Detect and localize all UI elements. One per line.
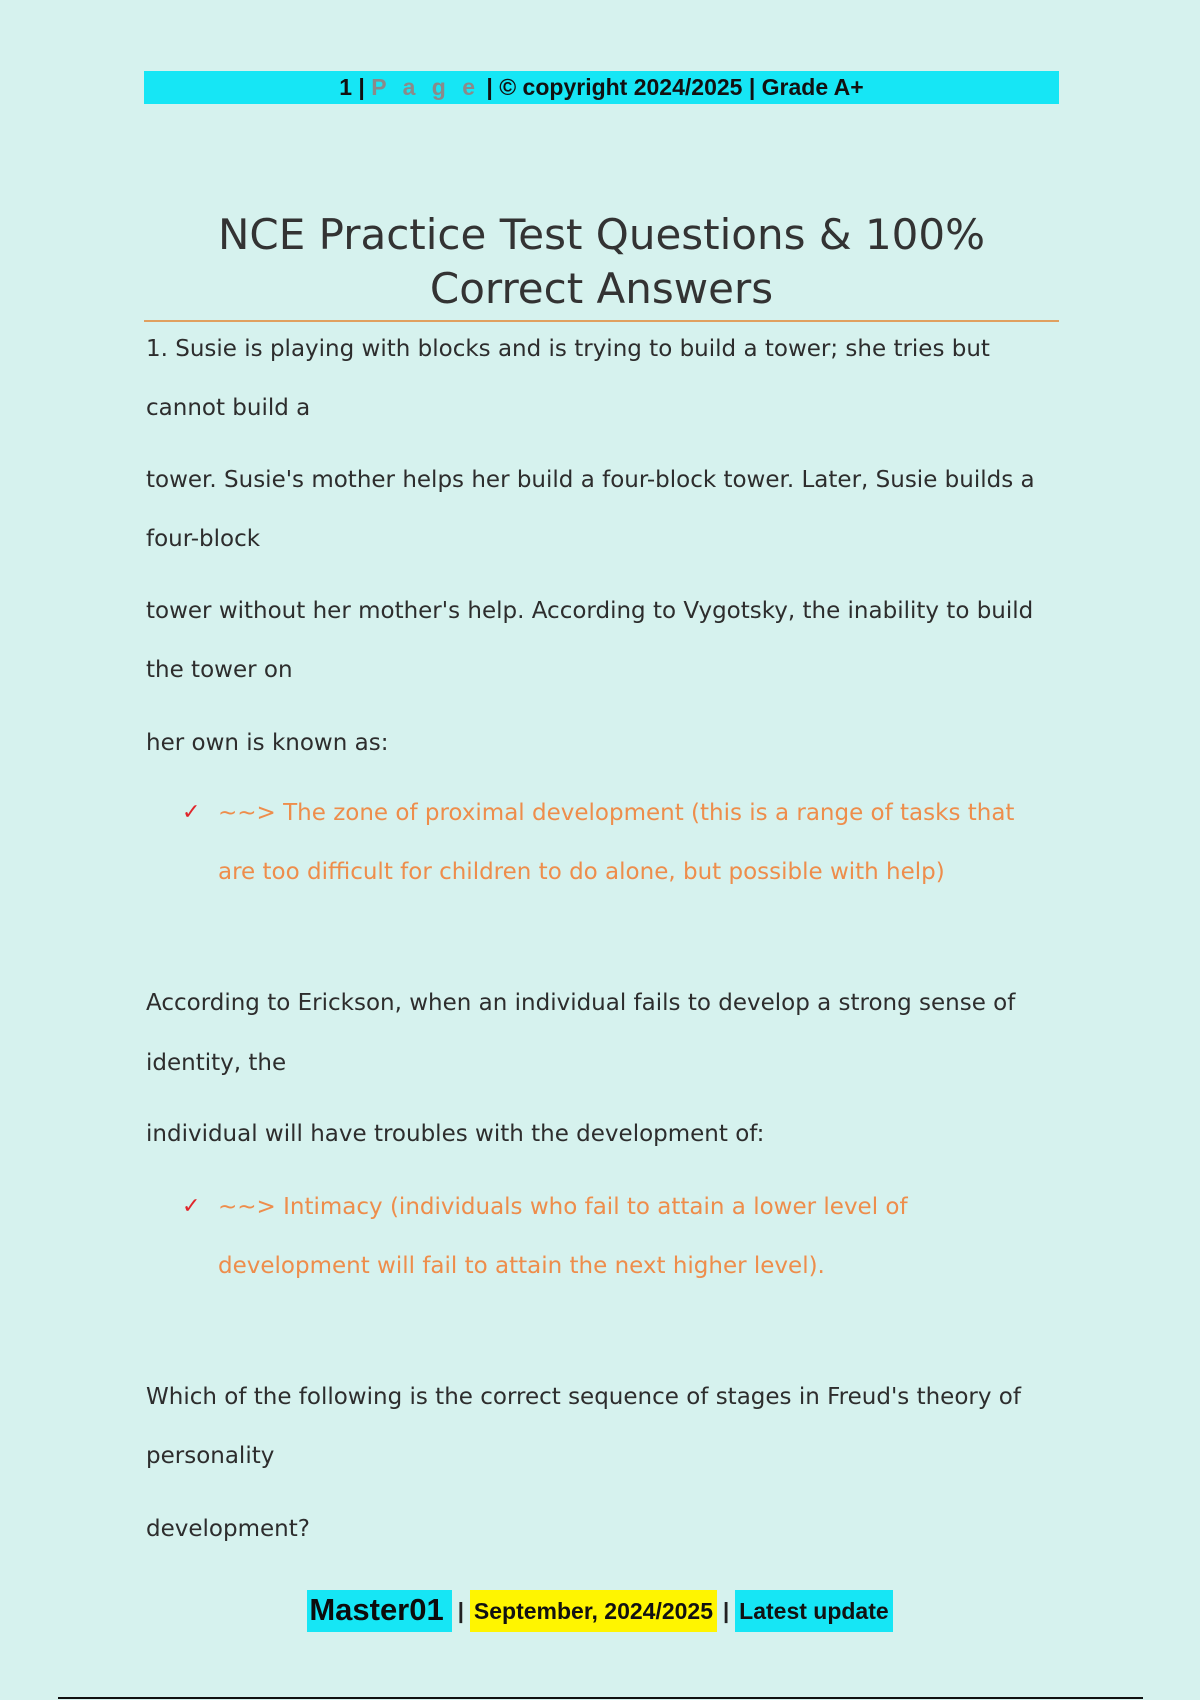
question-3-line-2: personality [146,1443,275,1469]
page-number: 1 [339,74,353,100]
question-1-line-3: tower. Susie's mother helps her build a four-block tower. Later, Susie builds a [146,467,1035,493]
footer-separator: | [457,1598,464,1623]
question-2-line-3: individual will have troubles with the development of: [146,1121,765,1147]
check-mark-icon: ✓ [182,1194,201,1219]
question-1-line-5: tower without her mother's help. According to Vygotsky, the inability to build [146,598,1034,624]
page-word: P a g e [371,74,480,100]
question-1-line-2: cannot build a [146,395,311,421]
footer-date: September, 2024/2025 [470,1590,717,1632]
title-line-2: Correct Answers [429,264,774,313]
page-title [144,208,1059,316]
footer-separator: | [723,1598,730,1623]
grade-text: Grade A+ [761,74,864,100]
title-divider [144,320,1059,322]
answer-1-line-2: are too difficult for children to do alone, but possible with help) [218,859,945,885]
answer-2-line-1: ~~> Intimacy (individuals who fail to attain a lower level of [218,1194,908,1220]
page-header: 1 | P a g e | © copyright 2024/2025 | Grade A+ [144,71,1059,104]
question-1-line-1: 1. Susie is playing with blocks and is trying to build a tower; she tries but [146,336,990,362]
title-line-1: NCE Practice Test Questions & 100% [217,210,986,259]
question-1-line-4: four-block [146,526,261,552]
check-mark-icon: ✓ [182,800,201,825]
question-2-line-2: identity, the [146,1050,287,1076]
copyright-text: © copyright 2024/2025 [499,74,743,100]
answer-1-line-1: ~~> The zone of proximal development (this is a range of tasks that [218,800,1015,826]
answer-2-line-2: development will fail to attain the next higher level). [218,1253,825,1279]
bottom-divider [58,1697,1143,1699]
footer-update: Latest update [735,1590,893,1632]
question-1-line-6: the tower on [146,657,293,683]
footer-author: Master01 [307,1590,451,1632]
page-footer [0,1590,1200,1632]
question-1-line-7: her own is known as: [146,730,389,756]
question-2-line-1: According to Erickson, when an individual fails to develop a strong sense of [146,990,1016,1016]
question-3-line-3: development? [146,1516,310,1542]
question-3-line-1: Which of the following is the correct sequence of stages in Freud's theory of [146,1384,1021,1410]
